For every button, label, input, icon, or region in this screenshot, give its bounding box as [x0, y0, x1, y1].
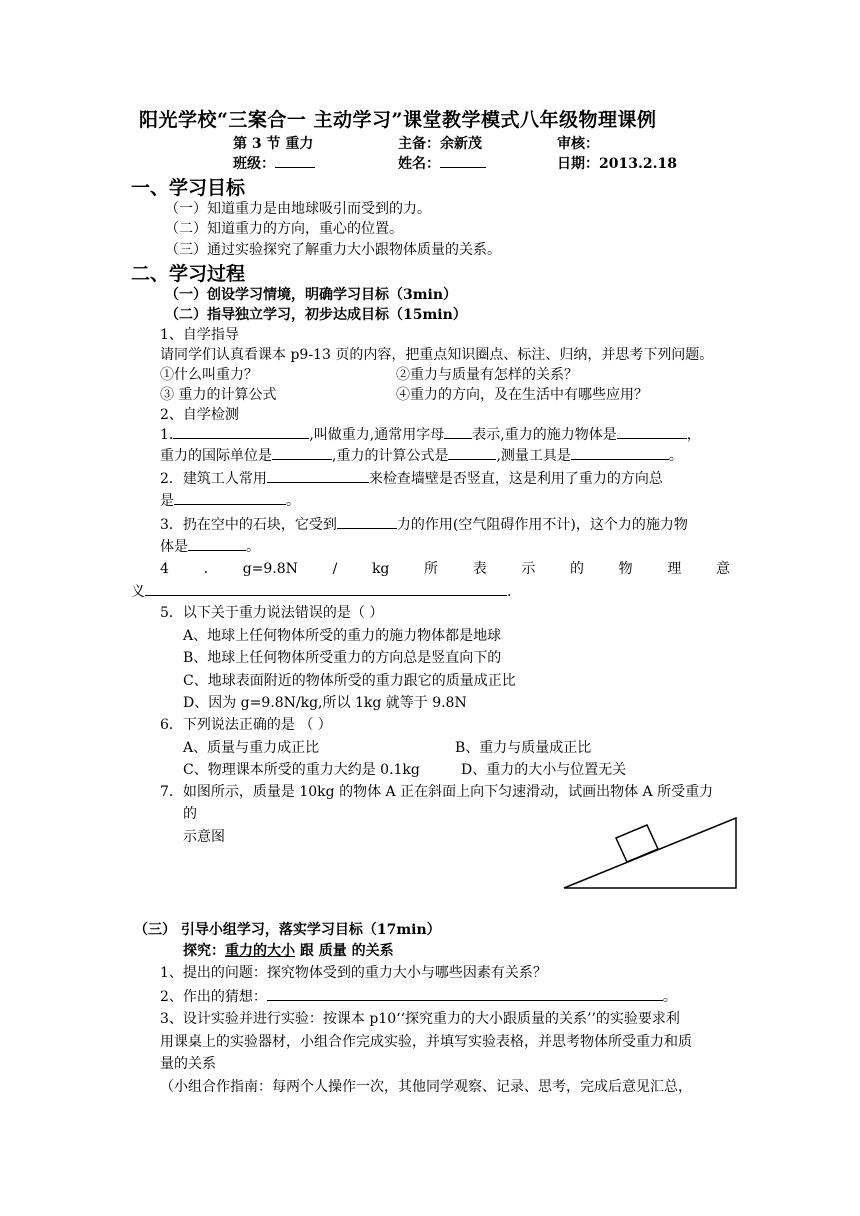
blank[interactable]	[617, 424, 687, 439]
inquiry-2-label: 2、作出的猜想：	[160, 989, 267, 1005]
question-7-cont: 的	[183, 806, 197, 822]
q6-option-b: B、重力与质量成正比	[455, 740, 592, 756]
blank[interactable]	[173, 424, 309, 439]
blank[interactable]	[571, 445, 669, 460]
check-2-text: 。	[286, 493, 300, 509]
q5-option-d: D、因为 g=9.8N/kg,所以 1kg 就等于 9.8N	[183, 695, 467, 711]
blank[interactable]	[444, 424, 472, 439]
blank[interactable]	[267, 986, 663, 1001]
step-3: （三） 引导小组学习，落实学习目标（17min）	[134, 922, 441, 938]
blank[interactable]	[267, 468, 369, 483]
check-2-line2	[160, 490, 300, 511]
blank[interactable]	[448, 445, 496, 460]
check-4-token: 表	[472, 561, 487, 577]
check-4-text: 义	[131, 584, 145, 600]
check-4-token: 所	[424, 561, 439, 577]
check-4-line2	[131, 581, 511, 602]
question-1: ①什么叫重力？	[160, 367, 258, 383]
check-1-number: 1.	[160, 427, 174, 443]
check-1-text: 表示,重力的施力物体是	[472, 427, 617, 443]
check-4-token: kg	[371, 561, 390, 577]
name-blank[interactable]	[440, 153, 486, 168]
date-label: 日期：2013.2.18	[557, 156, 677, 172]
check-1-text: 重力的国际单位是	[160, 448, 272, 464]
check-1-line1	[160, 424, 701, 445]
check-4-token: /	[332, 561, 338, 577]
incline-figure	[560, 810, 740, 890]
check-3-text: 3．扔在空中的石块，它受到	[160, 517, 337, 533]
class-label: 班级：	[233, 156, 275, 172]
question-4: ④重力的方向，及在生活中有哪些应用？	[396, 387, 648, 403]
lesson-section: 第 3 节 重力	[233, 136, 314, 152]
check-1-line2	[160, 445, 683, 466]
name-field	[398, 153, 486, 173]
author-label: 主备：余新茂	[398, 136, 482, 152]
check-3-text: 力的作用(空气阻碍作用不计)，这个力的施力物	[396, 517, 688, 533]
question-7: 7．如图所示，质量是 10kg 的物体 A 正在斜面上向下匀速滑动，试画出物体 A 所受重力	[160, 784, 714, 800]
inquiry-3-cont: 量的关系	[160, 1056, 216, 1072]
process-heading: 二、学习过程	[131, 263, 246, 285]
block-a	[616, 825, 658, 862]
q5-option-c: C、地球表面附近的物体所受的重力跟它的质量成正比	[183, 673, 516, 689]
check-1-text: ,重力的计算公式是	[332, 448, 449, 464]
blank[interactable]	[174, 490, 286, 505]
class-field	[233, 153, 315, 173]
check-3-line1	[160, 514, 688, 535]
blank[interactable]	[337, 514, 397, 529]
check-4-token: 理	[667, 561, 682, 577]
class-blank[interactable]	[275, 153, 315, 168]
check-4-token: 的	[570, 561, 585, 577]
check-4-token: 物	[618, 561, 633, 577]
question-2: ②重力与质量有怎样的关系？	[396, 367, 578, 383]
goal-item: （一）知道重力是由地球吸引而受到的力。	[165, 201, 431, 217]
guide-title: 1、自学指导	[160, 327, 239, 343]
question-7-cont: 示意图	[183, 829, 225, 845]
q6-option-c: C、物理课本所受的重力大约是 0.1kg	[183, 762, 420, 778]
check-4-token: g=9.8N	[242, 561, 298, 577]
blank[interactable]	[145, 581, 507, 596]
check-4-token: .	[203, 561, 209, 577]
name-label: 姓名：	[398, 156, 440, 172]
check-1-text: ,测量工具是	[496, 448, 571, 464]
inquiry-3: 3、设计实验并进行实验：按课本 p10‘‘探究重力的大小跟质量的关系’’的实验要求利	[160, 1011, 680, 1027]
page-title: 阳光学校“三案合一 主动学习”课堂教学模式八年级物理课例	[139, 109, 657, 131]
check-4-text: .	[507, 584, 512, 600]
explore-subject: 重力的大小	[225, 943, 295, 959]
question-5: 5．以下关于重力说法错误的是（ ）	[160, 605, 384, 621]
check-4-token: 4	[160, 561, 169, 577]
inquiry-3-cont: 用课桌上的实验器材，小组合作完成实验，并填写实验表格，并思考物体所受重力和质	[160, 1034, 692, 1050]
check-3-text: 体是	[160, 539, 188, 555]
q5-option-a: A、地球上任何物体所受的重力的施力物体都是地球	[183, 628, 502, 644]
goal-item: （三）通过实验探究了解重力大小跟物体质量的关系。	[165, 242, 501, 258]
check-1-text: ,叫做重力,通常用字母	[309, 427, 445, 443]
q6-option-d: D、重力的大小与位置无关	[461, 762, 627, 778]
goal-item: （二）知道重力的方向，重心的位置。	[165, 221, 403, 237]
check-title: 2、自学检测	[160, 407, 239, 423]
question-3: ③ 重力的计算公式	[160, 387, 277, 403]
explore-label: 探究：	[183, 943, 225, 959]
check-2-text: 2．建筑工人常用	[160, 471, 267, 487]
check-1-text: 。	[668, 448, 683, 464]
goals-heading: 一、学习目标	[131, 177, 246, 199]
check-2-line1	[160, 468, 663, 489]
q5-option-b: B、地球上任何物体所受重力的方向总是竖直向下的	[183, 650, 502, 666]
inquiry-1: 1、提出的问题：探究物体受到的重力大小与哪些因素有关系？	[160, 965, 547, 981]
check-2-text: 是	[160, 493, 174, 509]
check-4-token: 意	[715, 561, 730, 577]
step-2: （二）指导独立学习，初步达成目标（15min）	[165, 307, 467, 323]
check-4-line1	[160, 559, 730, 579]
blank[interactable]	[272, 445, 332, 460]
guide-text: 请同学们认真看课本 p9-13 页的内容，把重点知识圈点、标注、归纳，并思考下列问题。	[160, 347, 714, 363]
step-1: （一）创设学习情境，明确学习目标（3min）	[165, 287, 458, 303]
check-3-line2	[160, 536, 260, 557]
question-6: 6．下列说法正确的是 （ ）	[160, 717, 332, 733]
check-4-token: 示	[521, 561, 536, 577]
group-guide: （小组合作指南：每两个人操作一次，其他同学观察、记录、思考，完成后意见汇总，	[160, 1079, 692, 1095]
blank[interactable]	[188, 536, 246, 551]
check-3-text: 。	[246, 539, 260, 555]
review-label: 审核：	[557, 136, 599, 152]
inquiry-2-end: 。	[662, 989, 677, 1005]
check-1-text: ，	[686, 427, 701, 443]
q6-option-a: A、质量与重力成正比	[183, 740, 320, 756]
explore-title	[183, 941, 394, 961]
check-2-text: 来检查墙壁是否竖直，这是利用了重力的方向总	[368, 471, 663, 487]
inquiry-2	[160, 986, 677, 1007]
explore-rest: 跟 质量 的关系	[295, 943, 394, 959]
